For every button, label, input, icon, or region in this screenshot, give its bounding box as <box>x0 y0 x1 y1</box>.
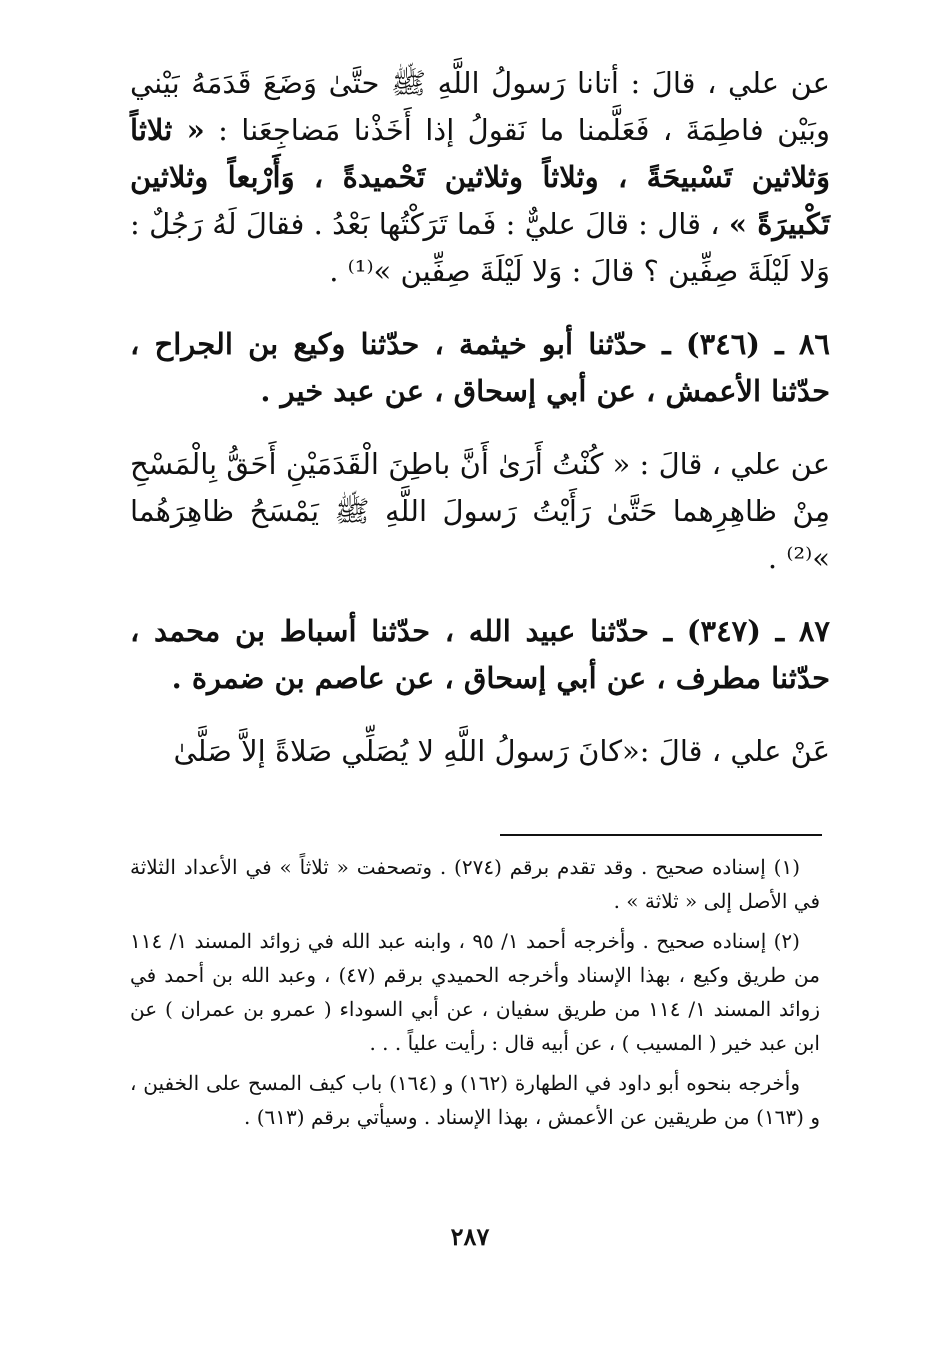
footnote-separator <box>500 834 822 836</box>
paragraph-hadith-86-text: عن علي ، قالَ : « كُنْتُ أَرَىٰ أَنَّ باطِنَ الْقَدَمَيْنِ أَحَقُّ بِالْمَسْحِ مِنْ ظاهِرِهما حَتَّىٰ رَأَيْتُ رَسولَ اللَّهِ ﷺ يَمْسَحُ ظاهِرَهُما »⁽²⁾ . <box>130 447 830 575</box>
footnote-2-continued: وأخرجه بنحوه أبو داود في الطهارة (١٦٢) و (١٦٤) باب كيف المسح على الخفين ، و (١٦٣) من طريقين عن الأعمش ، بهذا الإسناد . وسيأتي برقم (٦١٣) . <box>130 1071 820 1129</box>
para1-start: عن علي ، قالَ : أتانا رَسولُ اللَّهِ ﷺ حتَّىٰ وَضَعَ قَدَمَهُ بَيْني وبَيْن فاطِمَةَ ، فَعَلَّمنا ما نَقولُ إذا أَخَذْنا مَضاجِعَنا : <box>130 66 830 147</box>
main-text <box>130 60 830 775</box>
footnote-1: (١) إسناده صحيح . وقد تقدم برقم (٢٧٤) . وتصحفت « ثلاثاً » في الأعداد الثلاثة في الأصل إلى « ثلاثة » . <box>130 855 820 913</box>
page-number: ٢٨٧ <box>450 1222 490 1251</box>
para1-end: ، قال : قالَ عليٌّ : فَما تَرَكْتُها بَعْدُ . فقالَ لَهُ رَجُلٌ : وَلا لَيْلَةَ صِفِّين ؟ قالَ : وَلا لَيْلَةَ صِفِّين »⁽¹⁾ . <box>130 207 830 288</box>
para1-dhikr-bold: « ثلاثاً وَثلاثين تَسْبيحَةً ، وثلاثاً وثلاثين تَحْميدةً ، وَأَرْبعاً وثلاثين تَكْبيرَةً » <box>130 113 830 241</box>
paragraph-hadith-87-text: عَنْ علي ، قالَ :«كانَ رَسولُ اللَّهِ لا يُصَلِّي صَلاةً إلاَّ صَلَّىٰ <box>173 734 830 768</box>
footnotes <box>130 850 820 1140</box>
footnote-2: (٢) إسناده صحيح . وأخرجه أحمد ١/ ٩٥ ، وابنه عبد الله في زوائد المسند ١/ ١١٤ من طريق وكيع ، بهذا الإسناد وأخرجه الحميدي برقم (٤٧) ، وعبد الله بن أحمد في زوائد المسند ١/ ١١٤ من طريق سفيان ، عن أبي السوداء ( عمرو بن عمران ) عن ابن عبد خير ( المسيب ) ، عن أبيه قال : رأيت علياً . . . <box>130 929 820 1055</box>
paragraph-isnad-87: ٨٧ ـ (٣٤٧) ـ حدّثنا عبيد الله ، حدّثنا أسباط بن محمد ، حدّثنا مطرف ، عن أبي إسحاق ، عن عاصم بن ضمرة . <box>130 614 830 695</box>
paragraph-hadith-85-text <box>130 60 830 295</box>
paragraph-isnad-86: ٨٦ ـ (٣٤٦) ـ حدّثنا أبو خيثمة ، حدّثنا وكيع بن الجراح ، حدّثنا الأعمش ، عن أبي إسحاق ، عن عبد خير . <box>130 327 830 408</box>
